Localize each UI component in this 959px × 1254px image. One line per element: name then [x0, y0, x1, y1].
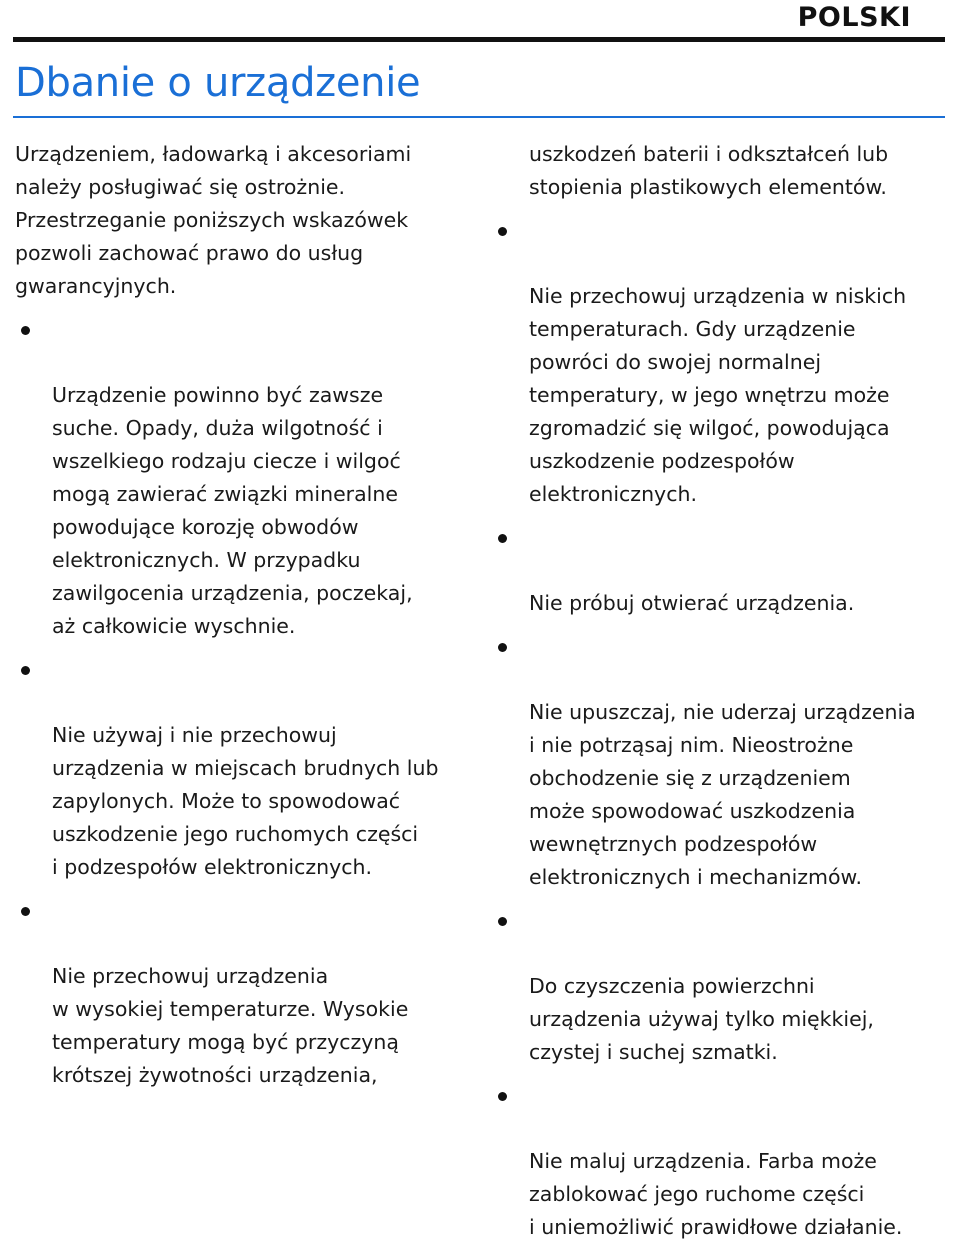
left-bullet-list — [15, 313, 475, 1092]
bullet-icon — [498, 643, 507, 652]
page-title: Dbanie o urządzenie — [15, 60, 421, 106]
list-item — [492, 630, 954, 894]
bullet-icon — [21, 326, 30, 335]
list-item — [492, 1079, 954, 1244]
title-underline — [13, 116, 945, 118]
bullet-icon — [498, 1092, 507, 1101]
list-item — [492, 214, 954, 511]
bullet-icon — [498, 227, 507, 236]
continued-bullet-text: uszkodzeń baterii i odkształceń lub stopienia plastikowych elementów. — [529, 142, 889, 199]
bullet-icon — [498, 534, 507, 543]
list-item — [492, 904, 954, 1069]
bullet-icon — [21, 666, 30, 675]
left-column — [15, 138, 475, 1102]
bullet-icon — [21, 907, 30, 916]
list-item — [15, 313, 475, 643]
intro-paragraph: Urządzeniem, ładowarką i akcesoriami należy posługiwać się ostrożnie. Przestrzeganie poniższych wskazówek pozwoli zachować prawo do usług gwarancyjnych. — [15, 142, 412, 298]
right-bullet-list — [492, 214, 954, 1244]
language-label: POLSKI — [797, 2, 911, 33]
header-rule — [13, 37, 945, 42]
bullet-icon — [498, 917, 507, 926]
bullet-text: Nie upuszczaj, nie uderzaj urządzenia i nie potrząsaj nim. Nieostrożne obchodzenie się z urządzeniem może spowodować uszkodzenia wewnętrznych podzespołów elektronicznych i mechanizmów. — [529, 700, 916, 889]
bullet-text: Nie przechowuj urządzenia w wysokiej temperaturze. Wysokie temperatury mogą być przyczyną krótszej żywotności urządzenia, — [52, 964, 409, 1087]
list-item — [15, 894, 475, 1092]
bullet-text: Nie maluj urządzenia. Farba może zablokować jego ruchome części i uniemożliwić prawidłowe działanie. — [529, 1149, 903, 1239]
list-item — [492, 521, 954, 620]
bullet-text: Nie używaj i nie przechowuj urządzenia w miejscach brudnych lub zapylonych. Może to spowodować uszkodzenie jego ruchomych części i podzespołów elektronicznych. — [52, 723, 439, 879]
bullet-text: Nie przechowuj urządzenia w niskich temperaturach. Gdy urządzenie powróci do swojej normalnej temperatury, w jego wnętrzu może zgromadzić się wilgoć, powodująca uszkodzenie podzespołów elektronicznych. — [529, 284, 907, 506]
bullet-text: Do czyszczenia powierzchni urządzenia używaj tylko miękkiej, czystej i suchej szmatki. — [529, 974, 874, 1064]
list-item — [15, 653, 475, 884]
right-column — [492, 138, 954, 1254]
bullet-text: Nie próbuj otwierać urządzenia. — [529, 591, 855, 615]
bullet-text: Urządzenie powinno być zawsze suche. Opady, duża wilgotność i wszelkiego rodzaju ciecze i wilgoć mogą zawierać związki mineralne powodujące korozję obwodów elektronicznych. W przypadku zawilgocenia urządzenia, poczekaj, aż całkowicie wyschnie. — [52, 383, 413, 638]
